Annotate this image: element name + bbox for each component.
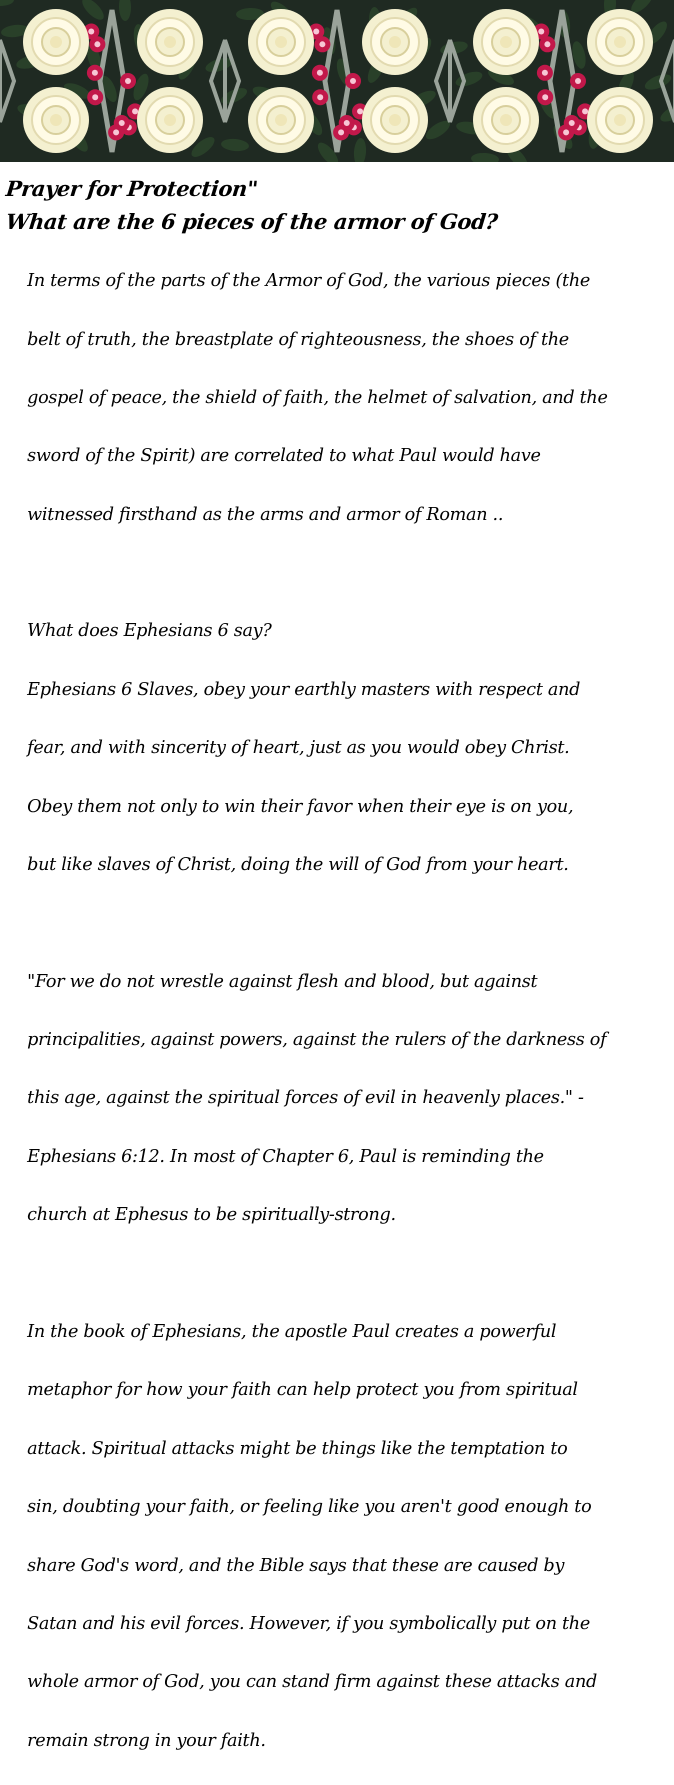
flower-center — [344, 120, 350, 126]
flower-center — [542, 70, 548, 76]
rose-core — [614, 36, 626, 48]
flower-center — [92, 70, 98, 76]
rose-core — [50, 36, 62, 48]
text-line: principalities, against powers, against the rulers of the darkness of — [27, 1030, 607, 1051]
flower-center — [94, 41, 100, 47]
flower-center — [113, 129, 119, 135]
rose-core — [500, 114, 512, 126]
rose-core — [389, 36, 401, 48]
text-line: What does Ephesians 6 say? — [27, 621, 272, 642]
flower-center — [125, 78, 131, 84]
text-line: In the book of Ephesians, the apostle Paul creates a powerful — [27, 1321, 557, 1342]
paragraph-spiritual-attack — [6, 1289, 670, 1785]
text-line: metaphor for how your faith can help protect you from spiritual — [27, 1380, 578, 1401]
question-heading: What are the 6 pieces of the armor of God? — [4, 209, 499, 234]
rose-core — [389, 114, 401, 126]
text-line: Ephesians 6:12. In most of Chapter 6, Paul is reminding the — [27, 1146, 544, 1167]
flower-center — [563, 129, 569, 135]
flower-center — [119, 120, 125, 126]
text-line: sword of the Spirit) are correlated to what Paul would have — [27, 446, 541, 467]
text-line: Obey them not only to win their favor when their eye is on you, — [27, 796, 574, 817]
flower-center — [132, 108, 138, 114]
text-line: but like slaves of Christ, doing the will of God from your heart. — [27, 855, 569, 876]
flower-center — [544, 41, 550, 47]
text-line: remain strong in your faith. — [27, 1730, 266, 1751]
paragraph-ephesians-6-12 — [6, 938, 670, 1259]
text-line: fear, and with sincerity of heart, just as you would obey Christ. — [27, 738, 570, 759]
text-line: "For we do not wrestle against flesh and blood, but against — [27, 971, 538, 992]
flower-center — [317, 70, 323, 76]
flower-center — [92, 94, 98, 100]
flower-center — [575, 78, 581, 84]
flower-center — [357, 108, 363, 114]
text-line: gospel of peace, the shield of faith, the helmet of salvation, and the — [27, 388, 608, 409]
text-line: Satan and his evil forces. However, if you symbolically put on the — [27, 1613, 590, 1634]
rose-core — [500, 36, 512, 48]
flower-center — [313, 29, 319, 35]
flower-center — [582, 108, 588, 114]
text-line: Ephesians 6 Slaves, obey your earthly masters with respect and — [27, 679, 581, 700]
text-line: In terms of the parts of the Armor of God, the various pieces (the — [27, 271, 590, 292]
flower-center — [350, 78, 356, 84]
rose-core — [275, 36, 287, 48]
paragraph-ephesians-6 — [6, 588, 670, 909]
text-line: belt of truth, the breastplate of righteousness, the shoes of the — [27, 329, 569, 350]
paragraph-armor-pieces — [6, 238, 670, 559]
rose-core — [164, 36, 176, 48]
flower-center — [542, 94, 548, 100]
flower-center — [569, 120, 575, 126]
text-line: share God's word, and the Bible says that these are caused by — [27, 1555, 565, 1576]
text-line: whole armor of God, you can stand firm against these attacks and — [27, 1672, 597, 1693]
text-line: attack. Spiritual attacks might be things like the temptation to — [27, 1438, 568, 1459]
text-line: sin, doubting your faith, or feeling like you aren't good enough to — [27, 1497, 592, 1518]
banner-image — [0, 0, 674, 162]
text-line: witnessed firsthand as the arms and armor of Roman .. — [27, 504, 504, 525]
text-line: church at Ephesus to be spiritually-strong. — [27, 1205, 396, 1226]
flower-center — [88, 29, 94, 35]
rose-core — [164, 114, 176, 126]
flower-center — [319, 41, 325, 47]
rose-core — [50, 114, 62, 126]
page-title: Prayer for Protection" — [4, 176, 259, 201]
flower-center — [317, 94, 323, 100]
flower-center — [538, 29, 544, 35]
rose-kaleidoscope-banner — [0, 0, 674, 162]
rose-core — [275, 114, 287, 126]
rose-core — [614, 114, 626, 126]
text-line: this age, against the spiritual forces of evil in heavenly places." - — [27, 1088, 584, 1109]
article — [6, 172, 670, 1785]
flower-center — [338, 129, 344, 135]
